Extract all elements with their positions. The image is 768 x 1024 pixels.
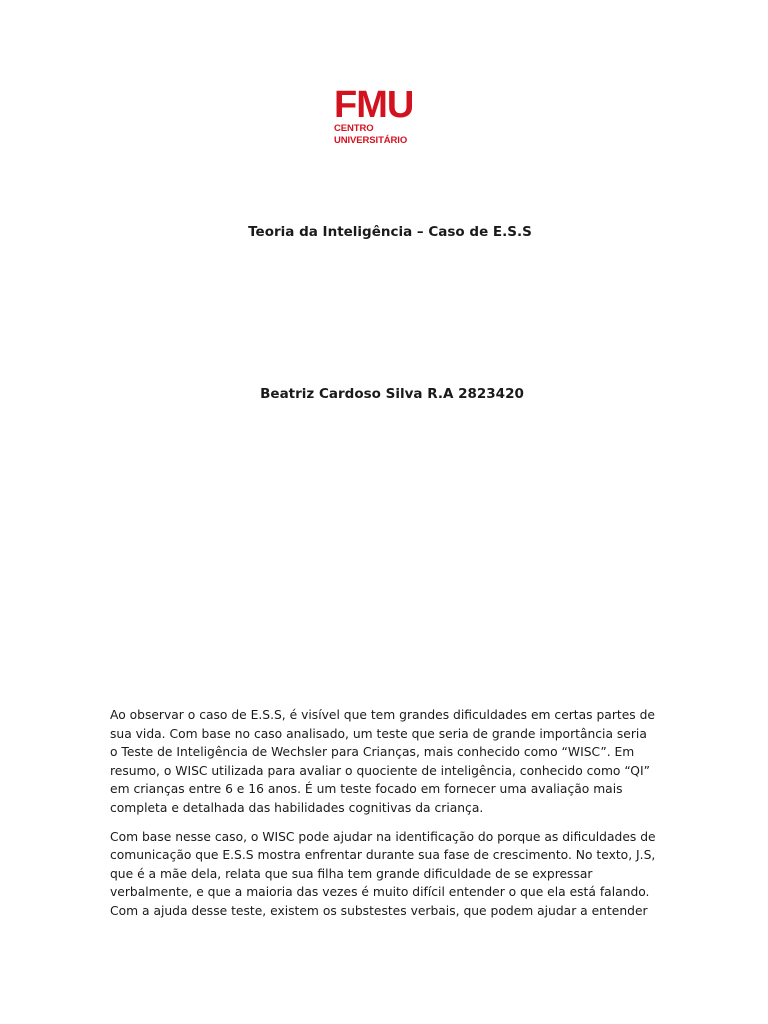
logo-wordmark: FMU [334,84,414,126]
document-title: Teoria da Inteligência – Caso de E.S.S [248,224,532,240]
fmu-logo [334,84,438,147]
body-paragraph: Ao observar o caso de E.S.S, é visível que tem grandes dificuldades em certas partes de sua vida. Com base no caso analisado, um teste que seria de grande importância seria o Teste de Inteligência de Wechsler para Crianças, mais conhecido como “WISC”. Em resumo, o WISC utilizada para avaliar o quociente de inteligência, conhecido como “QI” em crianças entre 6 e 16 anos. É um teste focado em fornecer uma avaliação mais completa e detalhada das habilidades cognitivas da criança. [110,708,655,815]
logo-subtitle: CENTRO UNIVERSITÁRIO [334,123,408,146]
body-paragraph: Com base nesse caso, o WISC pode ajudar na identificação do porque as dificuldades de comunicação que E.S.S mostra enfrentar durante sua fase de crescimento. No texto, J.S, que é a mãe dela, relata que sua filha tem grande dificuldade de se expressar verbalmente, e que a maioria das vezes é muito difícil entender o que ela está falando. Com a ajuda desse teste, existem os substestes verbais, que podem ajudar a entender [110,829,656,918]
document-author: Beatriz Cardoso Silva R.A 2823420 [260,386,524,402]
document-body [110,706,658,931]
